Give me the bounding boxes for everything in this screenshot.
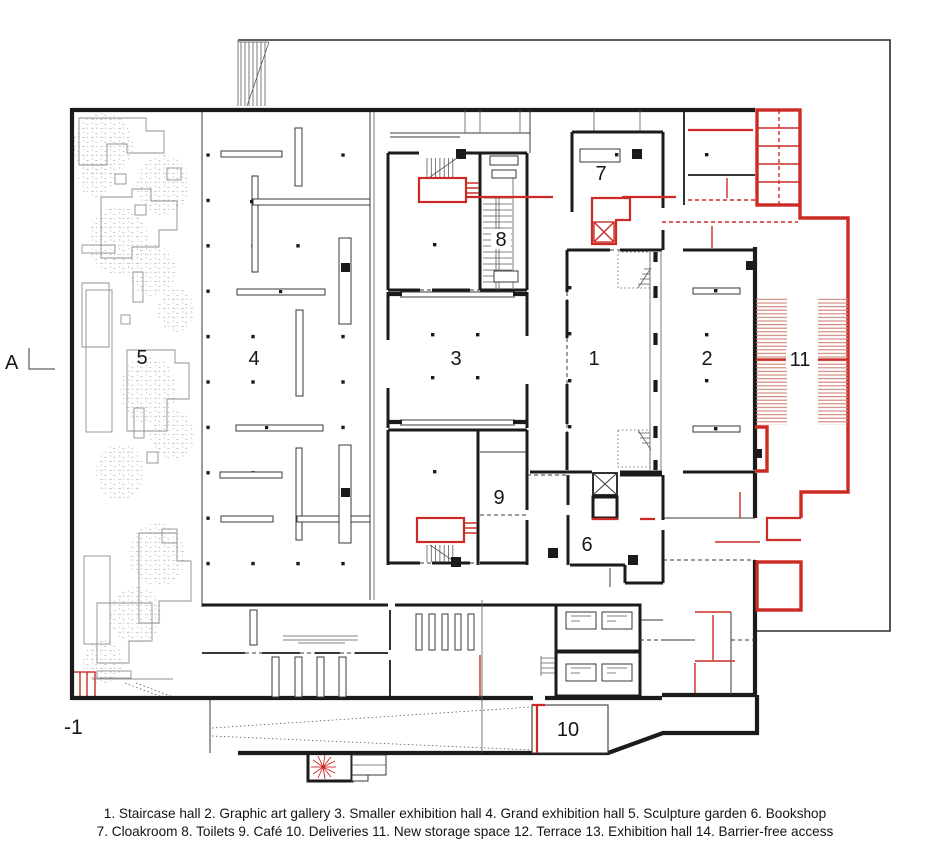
- room-label-1: 1: [588, 348, 600, 370]
- section-marker-line: [29, 348, 55, 369]
- legend-line-1: 1. Staircase hall 2. Graphic art gallery 3. Smaller exhibition hall 4. Grand exhibition hall 5. Sculpture garden 6. Bookshop: [103, 806, 827, 821]
- elevator-cores: [556, 605, 640, 696]
- delivery-yard: [212, 705, 608, 781]
- cafe-block: [388, 430, 527, 567]
- louvers: [416, 614, 474, 650]
- service-band: [202, 600, 755, 753]
- stair-dotted-north: [618, 252, 651, 288]
- room-label-7: 7: [595, 163, 607, 185]
- new-stair-core-north: [419, 158, 479, 202]
- sculpture-garden: [73, 110, 202, 698]
- stair-dotted-south: [618, 430, 651, 467]
- elevator-core-south: [592, 473, 655, 519]
- room-label-8: 8: [495, 229, 507, 251]
- new-stair-core-south: [417, 518, 477, 562]
- room-label-10: 10: [556, 719, 580, 741]
- room-label-3: 3: [450, 348, 462, 370]
- section-marker-label: A: [5, 352, 19, 374]
- room-label-11: 11: [789, 349, 811, 371]
- room-label-4: 4: [248, 348, 260, 370]
- counter: [283, 636, 358, 643]
- central-corridor: [527, 250, 567, 475]
- bookshop-area: [548, 475, 760, 587]
- spiral-stair: [308, 753, 386, 781]
- grand-hall-columns: [206, 153, 345, 566]
- room-label-2: 2: [701, 348, 713, 370]
- level-label: -1: [64, 716, 83, 739]
- graphic-art-gallery: [693, 261, 755, 432]
- room-label-6: 6: [581, 534, 593, 556]
- toilet-stair-block: [388, 149, 553, 290]
- small-stair: [541, 656, 555, 676]
- site-entry-stair: [238, 40, 269, 106]
- room-label-5: 5: [136, 347, 148, 369]
- legend: [0, 805, 930, 840]
- legend-line-2: 7. Cloakroom 8. Toilets 9. Café 10. Deliveries 11. New storage space 12. Terrace 13. Exhibition hall 14. Barrier-free access: [96, 823, 834, 839]
- room-label-9: 9: [493, 487, 505, 509]
- southeast-rooms: [663, 612, 755, 695]
- new-elevator-north: [592, 198, 630, 244]
